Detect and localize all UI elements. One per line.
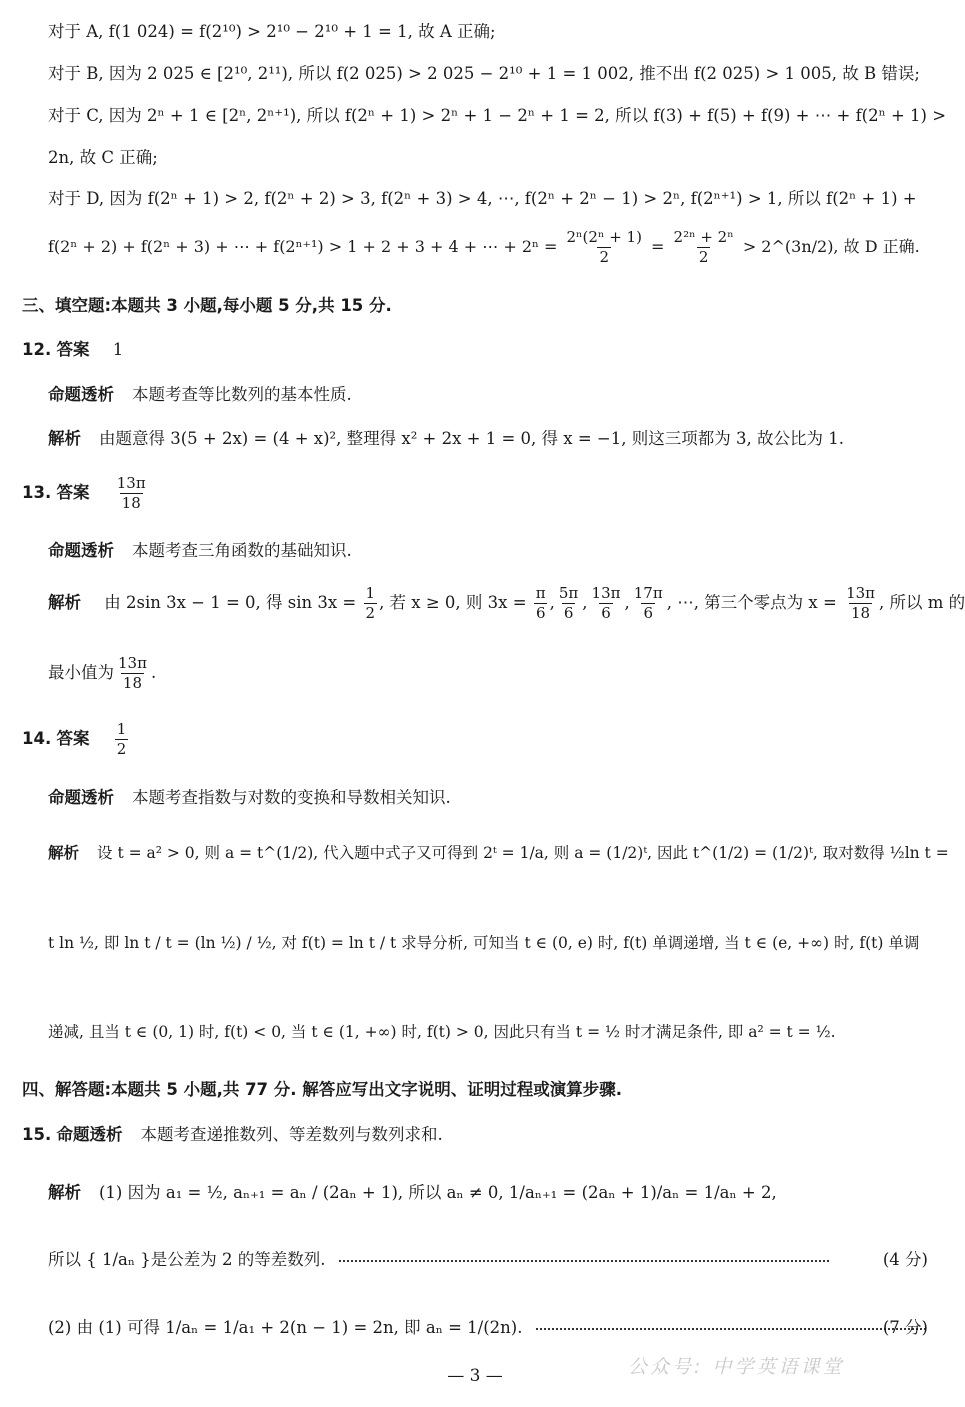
d-conclusion: > 2^(3n/2), 故 D 正确.	[742, 237, 920, 256]
q14-answer: 14. 答案 $\frac{1}{2}$	[22, 720, 127, 758]
q13-solution-cont: 最小值为 $\frac{13\pi}{18}$ .	[48, 654, 157, 692]
d-sum-text: f(2ⁿ + 2) + f(2ⁿ + 3) + ⋯ + f(2ⁿ⁺¹) > 1 + 2 + 3 + 4 + ⋯ + 2ⁿ =	[48, 237, 558, 256]
q14-solution-cont-2: 递减, 且当 t ∈ (0, 1) 时, f(t) < 0, 当 t ∈ (1, +∞) 时, f(t) > 0, 因此只有当 t = ½ 时才满足条件, 即 a² = t = ½.	[48, 1023, 836, 1041]
q15-score-2: (7 分)	[882, 1318, 928, 1337]
q14-analysis: 命题透析 本题考查指数与对数的变换和导数相关知识.	[48, 788, 451, 807]
q15-solution-1: 解析 (1) 因为 a₁ = ½, aₙ₊₁ = aₙ / (2aₙ + 1), 所以 aₙ ≠ 0, 1/aₙ₊₁ = (2aₙ + 1)/aₙ = 1/aₙ + 2,	[48, 1183, 777, 1202]
leader-dots	[339, 1260, 829, 1262]
q13-solution: 解析 由 2sin 3x − 1 = 0, 得 sin 3x = $\frac{1}{2}$ , 若 x ≥ 0, 则 3x = $\frac{\pi}{6}$ , $\frac{5\pi}{6}$ , $\frac{13\pi}{6}$ , $\frac{17\pi}{6}$ , ⋯, 第三个零点为 x = $\frac{13\pi}{18}$ , 所以 m 的	[48, 584, 965, 622]
d-fraction-1: $\frac{\text{2ⁿ(2ⁿ + 1)}}{2}$	[566, 228, 642, 266]
q13-analysis: 命题透析 本题考查三角函数的基础知识.	[48, 541, 352, 560]
q14-answer-fraction: $\frac{1}{2}$	[116, 720, 127, 758]
q14-solution: 解析 设 t = a² > 0, 则 a = t^(1/2), 代入题中式子又可得到 2ᵗ = 1/a, 则 a = (1/2)ᵗ, 因此 t^(1/2) = (1/2)ᵗ, 取对数得 ½ln t =	[48, 844, 949, 862]
line-option-c: 对于 C, 因为 2ⁿ + 1 ∈ [2ⁿ, 2ⁿ⁺¹), 所以 f(2ⁿ + 1) > 2ⁿ + 1 − 2ⁿ + 1 = 2, 所以 f(3) + f(5) + f(9) + ⋯ + f(2ⁿ + 1) >	[48, 106, 947, 125]
q12-answer: 12. 答案 1	[22, 340, 124, 359]
leader-dots	[536, 1328, 926, 1330]
line-option-c-cont: 2n, 故 C 正确;	[48, 148, 158, 167]
reciprocal-sequence-set: { 1/aₙ }	[86, 1250, 151, 1269]
q14-solution-cont: t ln ½, 即 ln t / t = (ln ½) / ½, 对 f(t) = ln t / t 求导分析, 可知当 t ∈ (0, e) 时, f(t) 单调递增, 当 t ∈ (e, +∞) 时, f(t) 单调	[48, 934, 920, 952]
q12-answer-value: 1	[112, 340, 124, 359]
q15-score-1: (4 分)	[882, 1250, 928, 1269]
section-heading-fill-in: 三、填空题:本题共 3 小题,每小题 5 分,共 15 分.	[22, 296, 392, 315]
q15-analysis: 15. 命题透析 本题考查递推数列、等差数列与数列求和.	[22, 1125, 443, 1144]
watermark: 公众号: 中学英语课堂	[628, 1356, 845, 1378]
page-number: — 3 —	[447, 1366, 503, 1386]
q15-solution-2: 所以 { 1/aₙ }是公差为 2 的等差数列.	[48, 1252, 837, 1269]
q12-analysis: 命题透析 本题考查等比数列的基本性质.	[48, 385, 352, 404]
line-option-a: 对于 A, f(1 024) = f(2¹⁰) > 2¹⁰ − 2¹⁰ + 1 = 1, 故 A 正确;	[48, 22, 496, 41]
line-option-b: 对于 B, 因为 2 025 ∈ [2¹⁰, 2¹¹), 所以 f(2 025) > 2 025 − 2¹⁰ + 1 = 1 002, 推不出 f(2 025) > 1 005, 故 B 错误;	[48, 64, 920, 83]
d-fraction-2: $\frac{\text{2²ⁿ + 2ⁿ}}{2}$	[673, 228, 734, 266]
q12-solution: 解析 由题意得 3(5 + 2x) = (4 + x)², 整理得 x² + 2x + 1 = 0, 得 x = −1, 则这三项都为 3, 故公比为 1.	[48, 429, 844, 448]
q15-solution-3: (2) 由 (1) 可得 1/aₙ = 1/a₁ + 2(n − 1) = 2n, 即 aₙ = 1/(2n).	[48, 1320, 934, 1337]
line-option-d-cont: f(2ⁿ + 2) + f(2ⁿ + 3) + ⋯ + f(2ⁿ⁺¹) > 1 + 2 + 3 + 4 + ⋯ + 2ⁿ = $\frac{\text{2ⁿ(2ⁿ + 1)}}{2}$ = $\frac{\text{2²ⁿ + 2ⁿ}}{2}$ > 2^(3n/2), 故 D 正确.	[48, 228, 920, 266]
line-option-d: 对于 D, 因为 f(2ⁿ + 1) > 2, f(2ⁿ + 2) > 3, f(2ⁿ + 3) > 4, ⋯, f(2ⁿ + 2ⁿ − 1) > 2ⁿ, f(2ⁿ⁺¹) > 1, 所以 f(2ⁿ + 1) +	[48, 189, 917, 208]
q13-answer-fraction: $\frac{13\pi}{18}$	[116, 474, 146, 512]
section-heading-answer: 四、解答题:本题共 5 小题,共 77 分. 解答应写出文字说明、证明过程或演算步骤.	[22, 1080, 623, 1099]
q13-answer: 13. 答案 $\frac{13\pi}{18}$	[22, 474, 146, 512]
